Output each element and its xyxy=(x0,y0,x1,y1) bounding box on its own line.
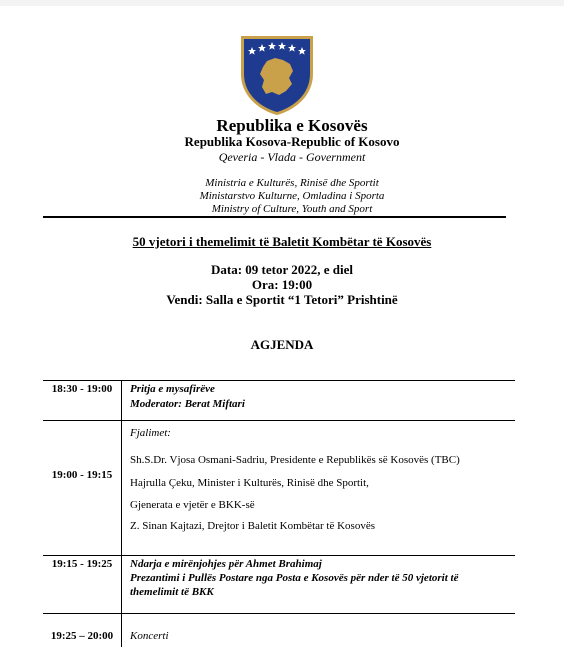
ministry-name-sr: Ministarstvo Kulturne, Omladina i Sporta xyxy=(199,190,385,202)
column-divider xyxy=(121,380,122,647)
agenda-item: themelimit të BKK xyxy=(130,586,214,598)
agenda-item: Pritja e mysafirëve xyxy=(130,383,215,395)
agenda-time: 19:00 - 19:15 xyxy=(51,469,113,481)
agenda-time: 19:25 – 20:00 xyxy=(50,630,114,642)
event-title: 50 vjetori i themelimit të Baletit Kombëtar të Kosovës xyxy=(132,234,432,249)
republic-name: Republika e Kosovës xyxy=(216,116,368,135)
top-bar xyxy=(0,0,564,6)
agenda-item: Z. Sinan Kajtazi, Drejtor i Baletit Kombëtar të Kosovës xyxy=(130,520,375,532)
ministry-name-en: Ministry of Culture, Youth and Sport xyxy=(211,203,373,215)
agenda-item: Sh.S.Dr. Vjosa Osmani-Sadriu, Presidente e Republikës së Kosovës (TBC) xyxy=(130,454,460,466)
agenda-item: Hajrulla Çeku, Minister i Kulturës, Rinisë dhe Sportit, xyxy=(130,477,369,489)
agenda-item: Ndarja e mirënjohjes për Ahmet Brahimaj xyxy=(130,558,322,570)
kosovo-coat-of-arms-icon xyxy=(239,34,315,116)
agenda-item: Prezantimi i Pullës Postare nga Posta e Kosovës për nder të 50 vjetorit të xyxy=(130,572,459,584)
government-label: Qeveria - Vlada - Government xyxy=(218,150,366,164)
agenda-time: 18:30 - 19:00 xyxy=(51,383,113,395)
row-divider xyxy=(43,555,515,556)
agenda-heading: AGJENDA xyxy=(250,337,314,352)
event-time: Ora: 19:00 xyxy=(251,277,313,292)
header-divider xyxy=(43,216,506,218)
event-date: Data: 09 tetor 2022, e diel xyxy=(210,262,353,277)
row-divider xyxy=(43,613,515,614)
agenda-item: Fjalimet: xyxy=(130,427,171,439)
agenda-item: Koncerti xyxy=(130,630,169,642)
event-venue: Vendi: Salla e Sportit “1 Tetori” Prishtinë xyxy=(166,292,398,307)
ministry-name-sq: Ministria e Kulturës, Rinisë dhe Sportit xyxy=(205,177,379,189)
table-top-border xyxy=(43,380,515,381)
agenda-item: Moderator: Berat Miftari xyxy=(130,398,245,410)
republic-name-multilingual: Republika Kosova-Republic of Kosovo xyxy=(184,134,400,149)
agenda-table xyxy=(43,380,515,647)
row-divider xyxy=(43,420,515,421)
agenda-time: 19:15 - 19:25 xyxy=(51,558,113,570)
agenda-item: Gjenerata e vjetër e BKK-së xyxy=(130,499,255,511)
